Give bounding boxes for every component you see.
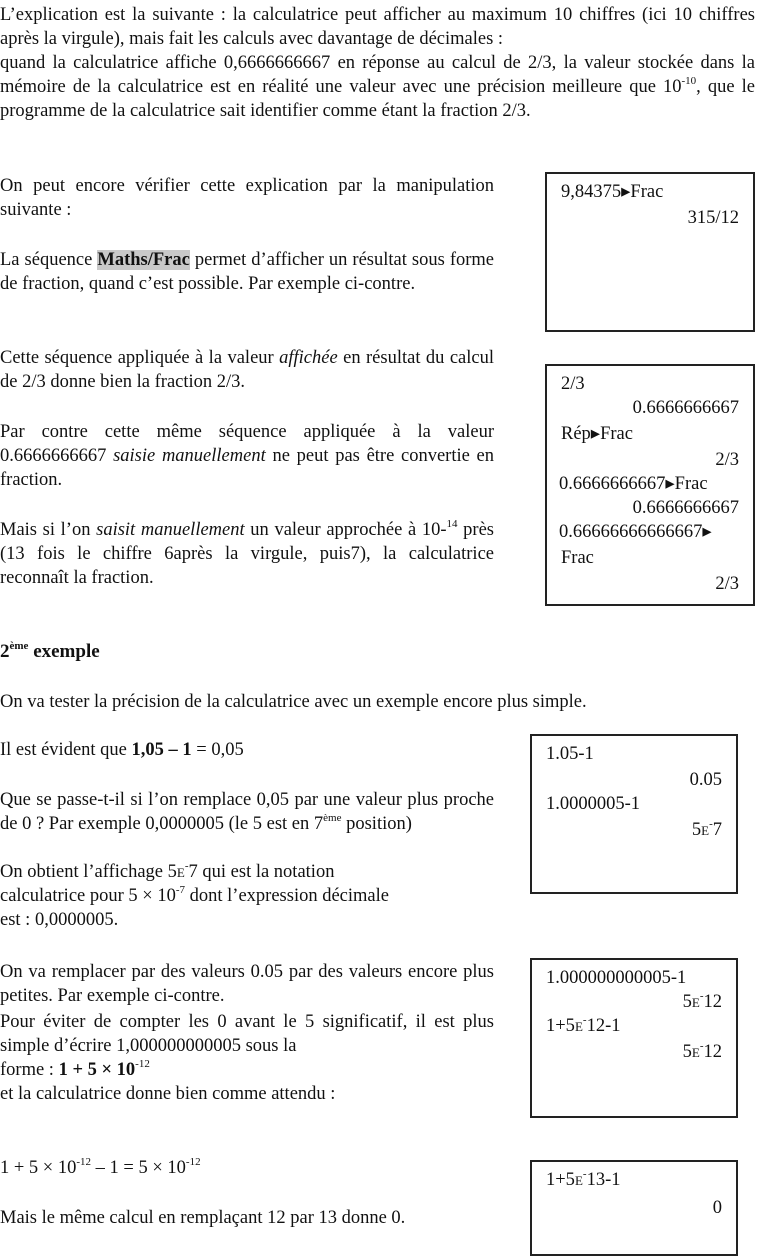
s2-text-12: Mais le même calcul en remplaçant 12 par 13 donne 0.: [0, 1208, 406, 1228]
s2-text-3a: Que se passe-t-il si l’on remplace 0,05 par une valeur plus proche de 0 ? Par exemple 0,0000005 (le 5 est en 7: [0, 790, 494, 834]
intro-text-2a: quand la calculatrice affiche 0,6666666667 en réponse au calcul de 2/3, la valeur stockée dans la mémoire de la calculatrice est en réalité une valeur avec une précision meilleure que 10: [0, 53, 755, 97]
s2-paragraph-1: [0, 690, 755, 714]
s4o2-e: E: [691, 1045, 700, 1060]
s1-paragraph-2: [0, 248, 494, 296]
s2-paragraph-9: [0, 1058, 494, 1082]
s1-text-3-post: en résultat du calcul de 2/3 donne bien la fraction 2/3.: [0, 348, 494, 392]
s2-text-5b: dont l’expression décimale: [185, 886, 389, 906]
intro-paragraph-2: [0, 51, 755, 123]
title-word: exemple: [28, 641, 100, 662]
s1-text-4-post: ne peut pas être convertie en fraction.: [0, 446, 495, 490]
calculator-screen-5: [530, 1160, 738, 1256]
s2-equation: [0, 1156, 494, 1180]
screen5-output: 0: [712, 1198, 722, 1218]
maths-frac-key-label: Maths/Frac: [97, 250, 190, 270]
screen1-output: 315/12: [687, 208, 739, 228]
screen3-output-1: 0.05: [689, 770, 722, 790]
s2-text-2-pre: Il est évident que: [0, 740, 132, 760]
s3o2-e: E: [701, 823, 710, 838]
s3o2-a: 5: [691, 820, 702, 840]
s2-eq-a: 1 + 5 × 10: [0, 1158, 77, 1178]
s2-text-4a: On obtient l’affichage 5: [0, 862, 177, 882]
s2-text-4-minus: -: [184, 860, 189, 872]
s4i2-b: 12-1: [586, 1016, 621, 1036]
s2-text-9-pre: forme :: [0, 1060, 59, 1080]
s1-text-2-post: permet d’afficher un résultat sous forme de fraction, quand c’est possible. Par exemple ci-contre.: [0, 250, 495, 294]
s2-text-9-bold: 1 + 5 × 10: [58, 1060, 136, 1080]
calculator-screen-2: [545, 364, 755, 606]
s4o1-e: E: [691, 995, 700, 1010]
s2-text-3b: position): [341, 814, 412, 834]
s2-exponent-7: -7: [175, 884, 186, 896]
s2-paragraph-3: [0, 788, 494, 836]
s2-paragraph-2: [0, 738, 494, 762]
screen3-output-2: [546, 818, 722, 843]
title-number: 2: [0, 641, 10, 662]
s2-paragraph-7: [0, 960, 494, 1008]
intro-exponent: -10: [681, 75, 697, 87]
s2-paragraph-5: [0, 884, 494, 908]
s1-text-5-em: saisit manuellement: [96, 520, 245, 540]
s1-text-3-em: affichée: [279, 348, 338, 368]
s4o2-a: 5: [682, 1042, 692, 1062]
s2-text-5a: calculatrice pour 5 × 10: [0, 886, 176, 906]
s2-paragraph-12: [0, 1206, 494, 1230]
s5i-b: 13-1: [586, 1170, 621, 1190]
s1-text-5-post: près (13 fois le chiffre 6après la virgule, puis7), la calculatrice reconnaît la fraction.: [0, 520, 494, 588]
s3o2-m: -: [709, 818, 713, 830]
screen2-line: 2/3: [715, 450, 739, 470]
s2-text-4-e: E: [176, 865, 185, 880]
s4o1-m: -: [699, 990, 704, 1002]
intro-text-1: L’explication est la suivante : la calculatrice peut afficher au maximum 10 chiffres (ici 10 chiffres après la virgule), mais fait les calculs avec davantage de décimales :: [0, 5, 755, 49]
s2-paragraph-6: [0, 908, 494, 932]
s4i2-a: 1+5: [546, 1016, 575, 1036]
s1-text-1: On peut encore vérifier cette explication par la manipulation suivante :: [0, 176, 494, 220]
screen3-input-1: 1.05-1: [546, 744, 594, 764]
section-2-title: [0, 641, 100, 663]
s2-text-8: Pour éviter de compter les 0 avant le 5 significatif, il est plus simple d’écrire 1,000000000005 sous la: [0, 1012, 494, 1056]
s2-text-4b: 7 qui est la notation: [188, 862, 335, 882]
screen1-input: 9,84375▸Frac: [561, 182, 664, 202]
calculator-screen-3: [530, 734, 738, 894]
s1-paragraph-5: [0, 518, 494, 590]
screen2-line: 0.6666666667: [632, 398, 739, 418]
screen4-input-1: 1.000000000005-1: [546, 968, 687, 988]
screen2-line: Rép▸Frac: [561, 424, 633, 444]
s2-eq-exp-1: -12: [76, 1156, 92, 1168]
screen2-line: 2/3: [561, 374, 585, 394]
s1-text-3-pre: Cette séquence appliquée à la valeur: [0, 348, 280, 368]
s1-text-5-mid: un valeur approchée à 10-: [244, 520, 447, 540]
s2-exponent-12: -12: [135, 1058, 150, 1070]
s2-paragraph-4: [0, 860, 494, 885]
s2-text-7: On va remplacer par des valeurs 0.05 par des valeurs encore plus petites. Par exemple ci-contre.: [0, 962, 494, 1006]
screen4-input-2: [546, 1014, 722, 1039]
s2-paragraph-8: [0, 1010, 494, 1058]
s2-eq-exp-2: -12: [185, 1156, 201, 1168]
title-superscript: ème: [9, 640, 29, 652]
s1-paragraph-4: [0, 420, 494, 492]
s2-text-2-bold: 1,05 – 1: [131, 740, 192, 760]
intro-text-2b: , que le programme de la calculatrice sait identifier comme étant la fraction 2/3.: [0, 77, 756, 121]
s2-eq-b: – 1 = 5 × 10: [91, 1158, 186, 1178]
calculator-screen-1: [545, 172, 755, 332]
calculator-screen-4: [530, 958, 738, 1118]
s1-text-5-pre: Mais si l’on: [0, 520, 97, 540]
s1-paragraph-1: [0, 174, 494, 222]
s5i-m: -: [582, 1168, 587, 1180]
s4i2-m: -: [582, 1014, 587, 1026]
screen3-input-2: 1.0000005-1: [546, 794, 641, 814]
s4o1-b: 12: [703, 992, 722, 1012]
s4i2-e: E: [574, 1019, 583, 1034]
s1-text-2-pre: La séquence: [0, 250, 98, 270]
s2-superscript-eme: ème: [323, 812, 342, 824]
s1-text-4-em: saisie manuellement: [113, 446, 266, 466]
s2-paragraph-10: [0, 1082, 494, 1106]
s2-text-2-post: = 0,05: [191, 740, 244, 760]
s1-paragraph-3: [0, 346, 494, 394]
s2-text-6: est : 0,0000005.: [0, 910, 119, 930]
screen2-line: 0.6666666667: [632, 498, 739, 518]
screen2-line: Frac: [561, 548, 594, 568]
screen2-line: 0.6666666667▸Frac: [559, 474, 708, 494]
screen2-line: 2/3: [715, 574, 739, 594]
s1-exponent-14: 14: [446, 518, 458, 530]
s5i-a: 1+5: [546, 1170, 575, 1190]
s4o2-m: -: [699, 1040, 704, 1052]
s1-text-4-pre: Par contre cette même séquence appliquée à la valeur 0.6666666667: [0, 422, 494, 466]
s5i-e: E: [574, 1173, 583, 1188]
screen4-output-1: [546, 990, 722, 1015]
screen4-output-2: [546, 1040, 722, 1065]
screen2-line: 0.66666666666667▸: [559, 522, 712, 542]
screen5-input: [546, 1168, 722, 1193]
s4o1-a: 5: [682, 992, 692, 1012]
s2-text-1: On va tester la précision de la calculatrice avec un exemple encore plus simple.: [0, 692, 587, 712]
intro-paragraph-1: [0, 3, 755, 51]
s4o2-b: 12: [703, 1042, 722, 1062]
s2-text-10: et la calculatrice donne bien comme attendu :: [0, 1084, 336, 1104]
s3o2-b: 7: [712, 820, 722, 840]
